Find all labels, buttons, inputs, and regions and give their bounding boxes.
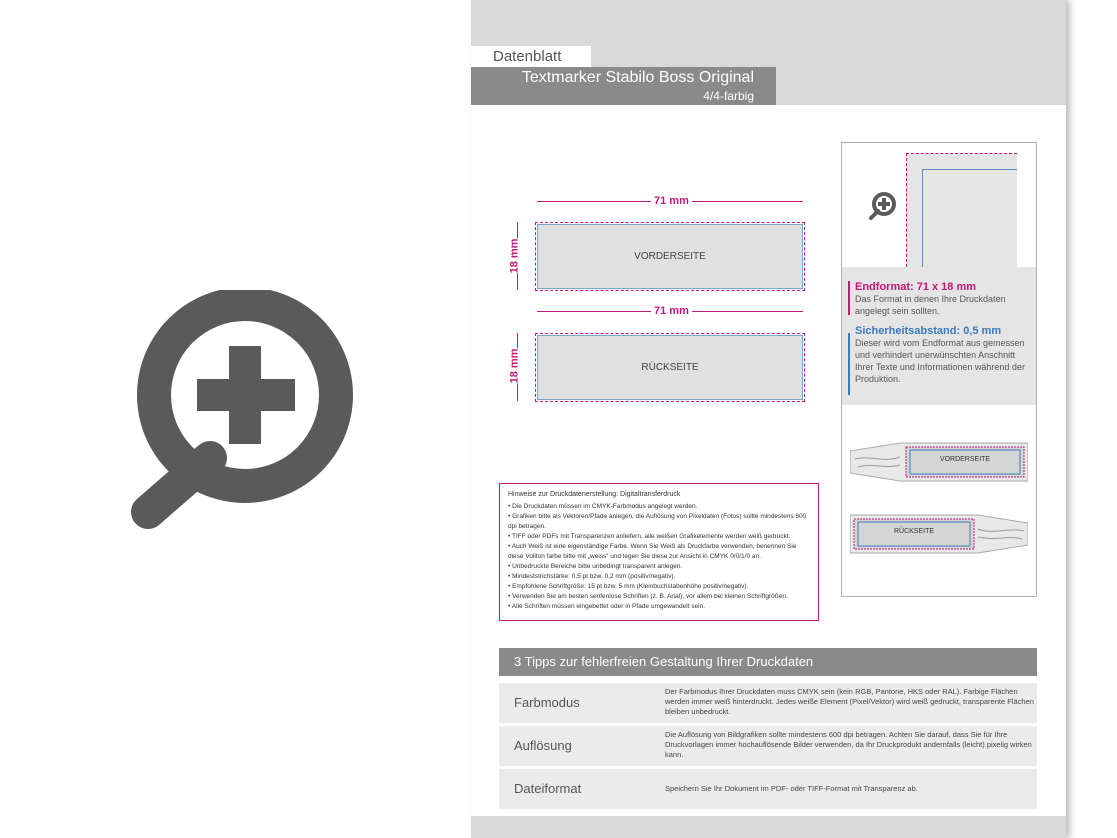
endformat-text: Das Format in denen Ihre Druckdaten angelegt sein sollten.: [855, 294, 1006, 316]
hint-item: • Empfohlene Schriftgröße: 15 pt bzw. 5 mm (Kleinbuchstabenhöhe positiv/negativ).: [508, 582, 810, 592]
safety-bar: [848, 333, 850, 395]
back-side-label: RÜCKSEITE: [641, 362, 699, 373]
preview-safety-line: [922, 169, 1017, 267]
hint-item: • Grafiken bitte als Vektoren/Pfade anlegen, die Auflösung von Pixeldaten (Fotos) sollte mindestens 600 dpi betragen.: [508, 512, 810, 532]
tip-row-dateiformat: [499, 769, 1037, 809]
front-side-label: VORDERSEITE: [634, 251, 706, 262]
info-panel: [841, 142, 1037, 597]
tip-row-farbmodus: [499, 683, 1037, 723]
front-label-box: [537, 224, 803, 289]
marker-front-label: VORDERSEITE: [939, 456, 991, 463]
front-width-label: 71 mm: [651, 195, 692, 207]
title-bar: [471, 67, 776, 105]
hint-item: • Die Druckdaten müssen im CMYK-Farbmodus angelegt werden.: [508, 502, 810, 512]
product-subtitle: 4/4-farbig: [703, 89, 754, 103]
tips-header: 3 Tipps zur fehlerfreien Gestaltung Ihrer Druckdaten: [499, 648, 1037, 676]
zoom-in-icon[interactable]: [866, 191, 898, 223]
hints-title: Hinweise zur Druckdatenerstellung: Digitaltransferdruck: [508, 491, 681, 498]
tip-name: Farbmodus: [514, 695, 580, 710]
hint-item: • Mindeststrichstärke: 0,5 pt bzw. 0,2 mm (positiv/negativ).: [508, 572, 810, 582]
hints-box: [499, 483, 819, 621]
product-preview: [842, 405, 1036, 596]
safety-heading: Sicherheitsabstand: 0,5 mm: [855, 325, 1002, 337]
endformat-heading: Endformat: 71 x 18 mm: [855, 281, 977, 293]
product-title: Textmarker Stabilo Boss Original: [521, 69, 754, 86]
front-height-label: 18 mm: [508, 238, 521, 274]
hint-item: • TIFF oder PDFs mit Transparenzen anliefern, alle weißen Grafikelemente werden weiß gedruckt.: [508, 532, 810, 542]
marker-back-label: RÜCKSEITE: [893, 528, 935, 535]
back-label-box: [537, 335, 803, 400]
spec-box: [842, 267, 1036, 405]
datasheet-page: [471, 0, 1066, 838]
tip-row-aufloesung: [499, 726, 1037, 766]
tip-desc: Der Farbmodus Ihrer Druckdaten muss CMYK sein (kein RGB, Pantone, HKS oder RAL). Farbige Flächen werden immer weiß hinterdruckt. Jedes weiße Element (Pixel/Vektor) wird weiß gedruckt, transparente Flächen bleiben unbedruckt.: [665, 687, 1034, 716]
tip-name: Dateiformat: [514, 781, 582, 796]
endformat-bar: [848, 281, 850, 315]
hint-item: • Alle Schriften müssen eingebettet oder in Pfade umgewandelt sein.: [508, 602, 810, 612]
tip-name: Auflösung: [514, 738, 572, 753]
footer-band: [471, 816, 1066, 838]
back-width-label: 71 mm: [651, 305, 692, 317]
hint-item: • Auch Weiß ist eine eigenständige Farbe. Wenn Sie Weiß als Druckfarbe verwenden, benennen Sie diese Vollton farbe bitte mit „weiss“ und legen Sie diese zur Ansicht in CMYK 0/0/1/0 an.: [508, 542, 810, 562]
back-height-label: 18 mm: [508, 348, 521, 384]
hint-item: • Verwenden Sie am besten serifenlose Schriften (z. B. Arial), vor allem bei kleinen Schriftgrößen.: [508, 592, 810, 602]
tip-desc: Speichern Sie Ihr Dokument im PDF- oder TIFF-Format mit Transparenz ab.: [665, 784, 918, 793]
zoom-in-icon[interactable]: [100, 290, 360, 550]
tip-desc: Die Auflösung von Bildgrafiken sollte mindestens 600 dpi betragen. Achten Sie darauf, dass Sie für Ihre Druckvorlagen immer hochauflösende Bilder verwenden, da Ihr Druckprodukt andernfalls (leicht) pixelig wirken kann.: [665, 730, 1032, 759]
doc-type-label: Datenblatt: [471, 46, 591, 67]
safety-text: Dieser wird vom Endformat aus gemessen und verhindert unerwünschten Anschnitt Ihrer Texte und Informationen während der Produktion.: [855, 338, 1025, 384]
zoom-preview: [842, 143, 1036, 267]
hints-list: [508, 502, 810, 612]
hint-item: • Unbedruckte Bereiche bitte unbedingt transparent anlegen.: [508, 562, 810, 572]
